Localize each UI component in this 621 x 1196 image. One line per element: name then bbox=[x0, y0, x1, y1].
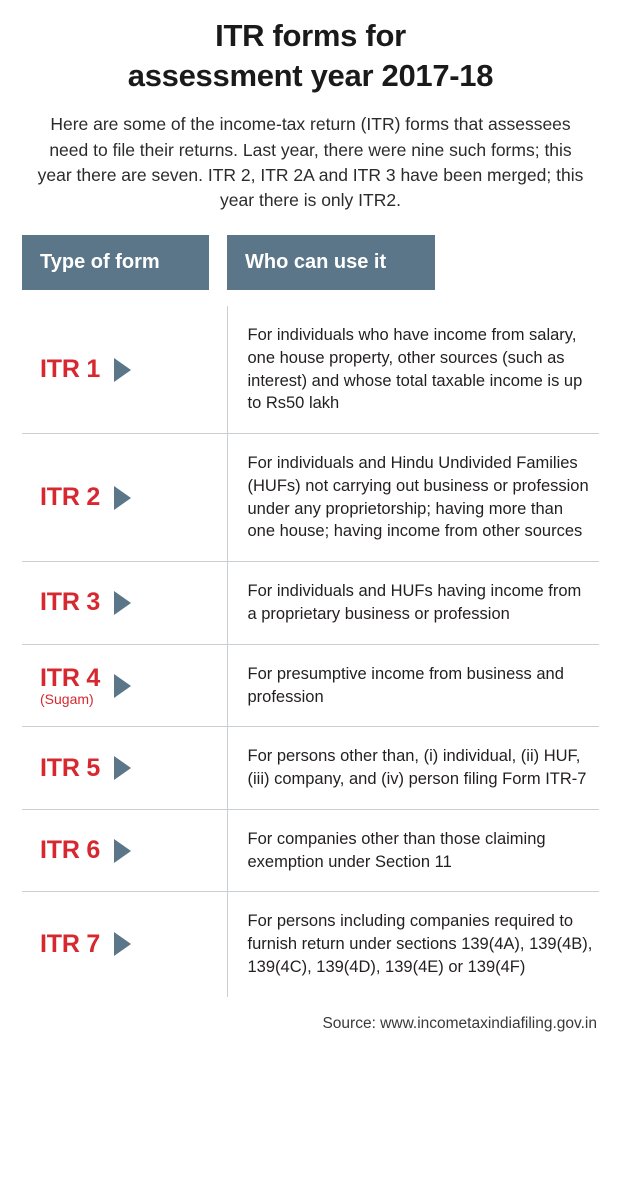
standfirst-text: Here are some of the income-tax return (ITR) forms that assessees need to file their returns. Last year, there were nine such forms; this year there are seven. ITR 2, ITR 2A and ITR 3 have been merged; this year there is only ITR2. bbox=[37, 114, 584, 210]
arrow-right-icon bbox=[114, 591, 131, 615]
description-cell: For persons including companies required to furnish return under sections 139(4A), 139(4B), 139(4C), 139(4D), 139(4E) or 139(4F) bbox=[227, 892, 599, 997]
description-cell: For individuals and Hindu Undivided Families (HUFs) not carrying out business or profession under any proprietorship; having more than one house; having income from other sources bbox=[227, 434, 599, 562]
form-label: ITR 6 bbox=[40, 836, 101, 865]
arrow-right-icon bbox=[114, 486, 131, 510]
source-credit: Source: www.incometaxindiafiling.gov.in bbox=[322, 1014, 597, 1032]
form-cell bbox=[22, 434, 227, 562]
table-row bbox=[22, 434, 599, 562]
form-cell bbox=[22, 562, 227, 645]
arrow-right-icon bbox=[114, 674, 131, 698]
table-row bbox=[22, 892, 599, 997]
column-header-type-of-form: Type of form bbox=[22, 235, 209, 290]
form-label: ITR 1 bbox=[40, 355, 101, 384]
table-header-row bbox=[22, 235, 599, 290]
table-row bbox=[22, 562, 599, 645]
table-row bbox=[22, 306, 599, 434]
description-cell: For individuals and HUFs having income from a proprietary business or profession bbox=[227, 562, 599, 645]
form-label: ITR 2 bbox=[40, 483, 101, 512]
table-header-cell-who bbox=[227, 235, 599, 290]
description-cell: For companies other than those claiming exemption under Section 11 bbox=[227, 809, 599, 892]
header-spacer-right bbox=[227, 290, 599, 306]
form-cell bbox=[22, 727, 227, 810]
description-cell: For presumptive income from business and profession bbox=[227, 644, 599, 727]
table-row bbox=[22, 809, 599, 892]
arrow-right-icon bbox=[114, 358, 131, 382]
page-title bbox=[22, 0, 599, 95]
page-title-line-1: ITR forms for bbox=[215, 18, 406, 53]
table-header-cell-form bbox=[22, 235, 227, 290]
form-label: ITR 5 bbox=[40, 753, 101, 782]
table-row bbox=[22, 727, 599, 810]
form-cell bbox=[22, 809, 227, 892]
header-spacer-row bbox=[22, 290, 599, 306]
header-spacer-left bbox=[22, 290, 227, 306]
form-cell bbox=[22, 644, 227, 727]
arrow-right-icon bbox=[114, 756, 131, 780]
page-title-line-2: assessment year 2017-18 bbox=[127, 57, 494, 93]
itr-forms-table bbox=[22, 235, 599, 997]
form-sublabel: (Sugam) bbox=[40, 691, 94, 708]
form-cell bbox=[22, 892, 227, 997]
form-label: ITR 7 bbox=[40, 929, 101, 958]
description-cell: For persons other than, (i) individual, (ii) HUF, (iii) company, and (iv) person filing Form ITR-7 bbox=[227, 727, 599, 810]
form-label: ITR 3 bbox=[40, 588, 101, 617]
arrow-right-icon bbox=[114, 839, 131, 863]
arrow-right-icon bbox=[114, 932, 131, 956]
table-row bbox=[22, 644, 599, 727]
form-label: ITR 4 bbox=[40, 664, 101, 693]
description-cell: For individuals who have income from salary, one house property, other sources (such as interest) and whose total taxable income is up to Rs50 lakh bbox=[247, 326, 583, 413]
column-header-who-can-use-it: Who can use it bbox=[227, 235, 435, 290]
form-cell bbox=[22, 306, 227, 434]
